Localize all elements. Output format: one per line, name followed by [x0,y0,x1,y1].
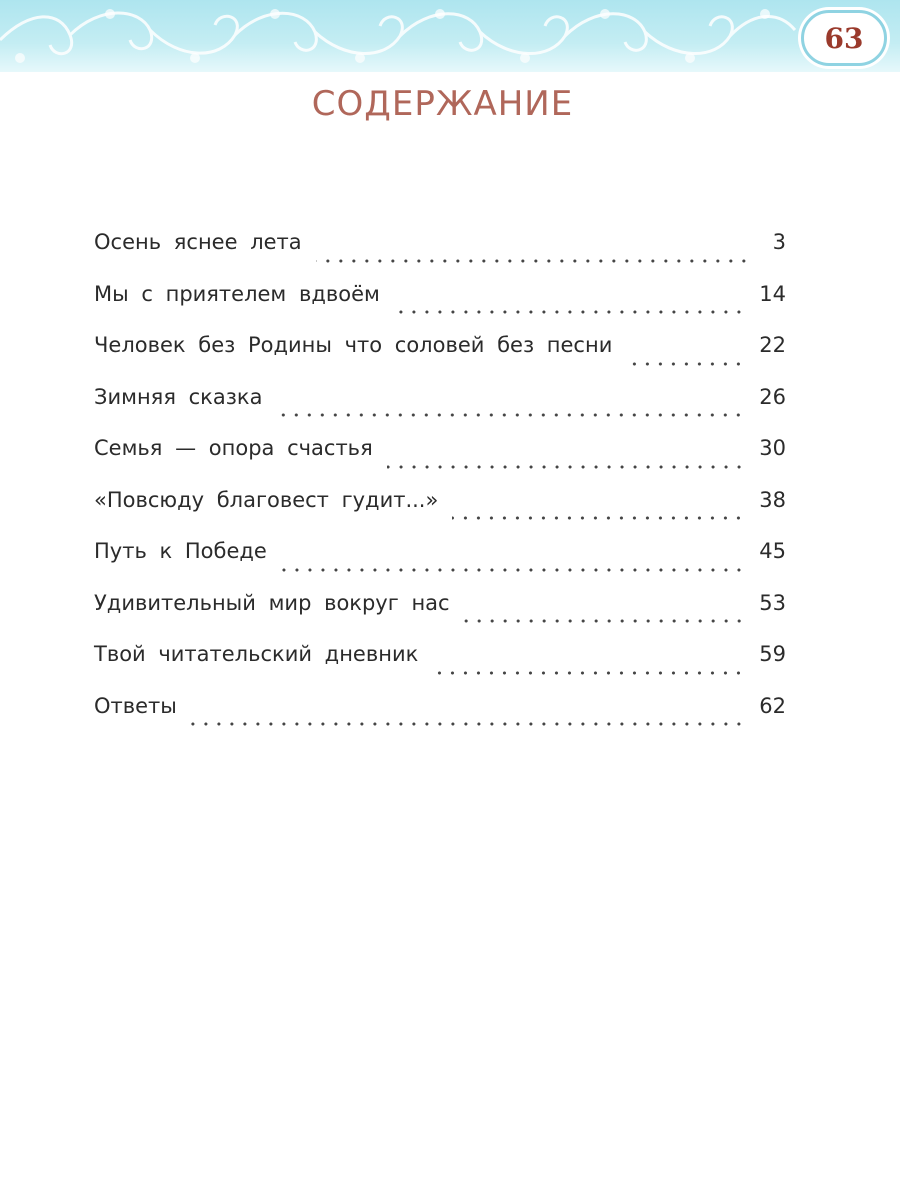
toc-entry-page: 38 [759,487,786,512]
dot-leader [394,310,745,314]
dot-leader [191,722,745,726]
toc-entry[interactable] [94,436,786,488]
dot-leader [387,465,746,469]
dot-leader [626,362,745,366]
toc-entry-page: 26 [759,384,786,409]
header-ornament-band [0,0,900,72]
toc-entry-title: Твой читательский дневник [94,642,419,666]
toc-entry-title: Семья — опора счастья [94,436,373,460]
page-number-badge [801,10,887,66]
toc-entry[interactable] [94,282,786,334]
toc-entry[interactable] [94,539,786,591]
toc-entry[interactable] [94,385,786,437]
page-title: СОДЕРЖАНИЕ [311,84,574,124]
toc-entry-page: 45 [759,539,786,563]
ornament-scroll-icon [0,0,900,72]
toc-entry-title: «Повсюду благовест гудит...» [94,487,439,512]
dot-leader [464,619,746,623]
toc-entry-page: 53 [759,590,786,615]
toc-entry[interactable] [94,488,786,540]
toc-entry[interactable] [94,642,786,694]
dot-leader [276,413,745,417]
toc-entry-title: Мы с приятелем вдвоём [94,281,380,306]
dot-leader [432,671,745,675]
toc-entry-page: 62 [759,693,786,718]
toc-entry-title: Путь к Победе [94,539,267,563]
dot-leader [452,516,745,520]
toc-entry[interactable] [94,694,786,746]
page-number: 63 [824,21,864,55]
toc-entry[interactable] [94,591,786,643]
dot-leader [316,259,750,263]
toc-entry[interactable] [94,230,786,282]
toc-entry-title: Удивительный мир вокруг нас [94,590,450,615]
toc-entry[interactable] [94,333,786,385]
dot-leader [281,568,745,572]
toc-entry-title: Осень яснее лета [94,230,302,254]
table-of-contents [94,230,786,745]
toc-entry-page: 22 [759,333,786,357]
toc-entry-page: 3 [772,230,786,254]
toc-entry-title: Человек без Родины что соловей без песни [94,333,613,357]
toc-entry-title: Зимняя сказка [94,384,263,409]
toc-entry-title: Ответы [94,693,177,718]
toc-entry-page: 30 [759,436,786,460]
toc-entry-page: 14 [759,281,786,306]
toc-entry-page: 59 [759,642,786,666]
